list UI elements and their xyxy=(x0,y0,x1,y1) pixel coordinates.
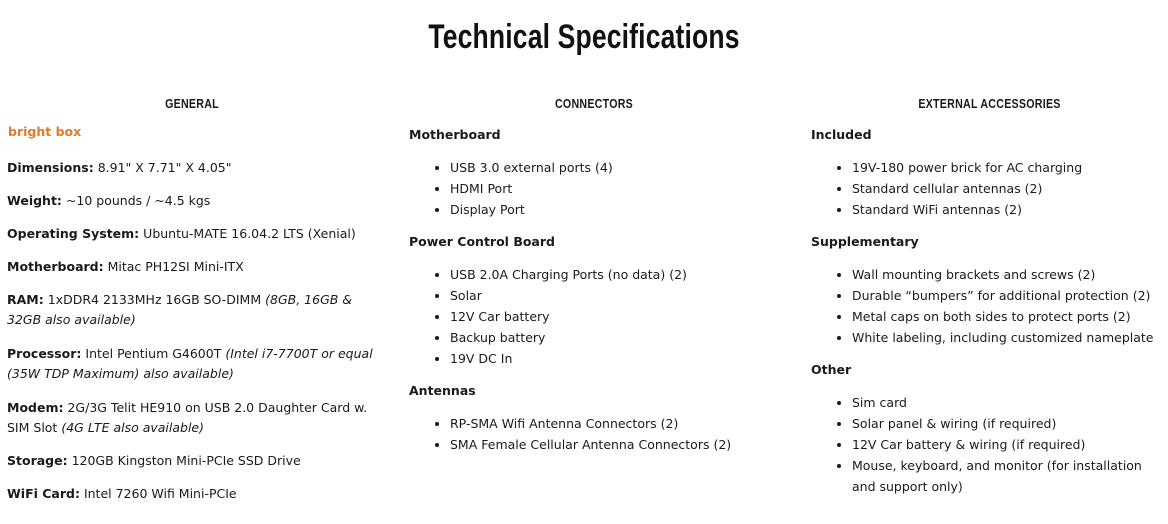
list-item: Standard cellular antennas (2) xyxy=(811,178,1082,199)
spec-label: WiFi Card: xyxy=(7,486,80,501)
external-accessories-heading: EXTERNAL ACCESSORIES xyxy=(918,96,1061,111)
spec-label: RAM: xyxy=(7,292,44,307)
spec-note: (8GB, 16GB & 32GB also available) xyxy=(7,292,353,327)
spec-value: Intel Pentium G4600T xyxy=(85,346,222,361)
group-title-supplementary: Supplementary xyxy=(811,234,919,249)
list-item: USB 2.0A Charging Ports (no data) (2) xyxy=(409,264,687,285)
spec-label: Storage: xyxy=(7,453,68,468)
spec-motherboard xyxy=(7,257,377,277)
list-item: 19V DC In xyxy=(409,348,687,369)
spec-label: Processor: xyxy=(7,346,82,361)
spec-storage xyxy=(7,451,377,471)
spec-wifi-card xyxy=(7,484,377,504)
spec-note: (Intel i7-7700T or equal (35W TDP Maximum) also available) xyxy=(7,346,373,381)
list-item: SMA Female Cellular Antenna Connectors (2) xyxy=(409,434,731,455)
spec-weight xyxy=(7,191,377,211)
other-list xyxy=(811,392,1168,497)
list-item: Wall mounting brackets and screws (2) xyxy=(811,264,1154,285)
connectors-heading: CONNECTORS xyxy=(554,96,634,111)
spec-label: Weight: xyxy=(7,193,62,208)
page-title: Technical Specifications xyxy=(428,18,740,56)
group-title-other: Other xyxy=(811,362,852,377)
list-item: 12V Car battery & wiring (if required) xyxy=(811,434,1168,455)
spec-value: ~10 pounds / ~4.5 kgs xyxy=(65,193,211,208)
list-item: Durable “bumpers” for additional protection (2) xyxy=(811,285,1154,306)
group-title-included: Included xyxy=(811,127,872,142)
spec-ram xyxy=(7,290,377,330)
list-item: USB 3.0 external ports (4) xyxy=(409,157,613,178)
spec-value: Intel 7260 Wifi Mini-PCIe xyxy=(83,486,237,501)
group-title-power-control-board: Power Control Board xyxy=(409,234,555,249)
brand-name: bright box xyxy=(8,124,82,139)
spec-value: 1xDDR4 2133MHz 16GB SO-DIMM xyxy=(47,292,262,307)
list-item: Display Port xyxy=(409,199,613,220)
spec-label: Operating System: xyxy=(7,226,140,241)
spec-note: (4G LTE also available) xyxy=(61,420,205,435)
spec-value: Mitac PH12SI Mini-ITX xyxy=(107,259,244,274)
list-item: Solar xyxy=(409,285,687,306)
general-heading: GENERAL xyxy=(165,96,219,111)
power-control-board-list xyxy=(409,264,687,369)
list-item: Metal caps on both sides to protect ports (2) xyxy=(811,306,1154,327)
list-item: RP-SMA Wifi Antenna Connectors (2) xyxy=(409,413,731,434)
included-list xyxy=(811,157,1082,220)
spec-processor xyxy=(7,344,377,384)
spec-label: Dimensions: xyxy=(7,160,94,175)
spec-operating-system xyxy=(7,224,377,244)
spec-value: 120GB Kingston Mini-PCIe SSD Drive xyxy=(71,453,301,468)
list-item: HDMI Port xyxy=(409,178,613,199)
list-item: Sim card xyxy=(811,392,1168,413)
list-item: Mouse, keyboard, and monitor (for installation and support only) xyxy=(811,455,1168,497)
spec-label: Modem: xyxy=(7,400,64,415)
list-item: 19V-180 power brick for AC charging xyxy=(811,157,1082,178)
spec-label: Motherboard: xyxy=(7,259,104,274)
antennas-list xyxy=(409,413,731,455)
motherboard-list xyxy=(409,157,613,220)
spec-value: 2G/3G Telit HE910 on USB 2.0 Daughter Card w. SIM Slot xyxy=(7,400,368,435)
list-item: 12V Car battery xyxy=(409,306,687,327)
list-item: Backup battery xyxy=(409,327,687,348)
group-title-motherboard: Motherboard xyxy=(409,127,501,142)
list-item: Solar panel & wiring (if required) xyxy=(811,413,1168,434)
supplementary-list xyxy=(811,264,1154,348)
spec-value: 8.91" X 7.71" X 4.05" xyxy=(97,160,232,175)
spec-modem xyxy=(7,398,377,438)
group-title-antennas: Antennas xyxy=(409,383,476,398)
spec-dimensions xyxy=(7,158,377,178)
spec-value: Ubuntu-MATE 16.04.2 LTS (Xenial) xyxy=(143,226,356,241)
list-item: White labeling, including customized nameplate xyxy=(811,327,1154,348)
list-item: Standard WiFi antennas (2) xyxy=(811,199,1082,220)
